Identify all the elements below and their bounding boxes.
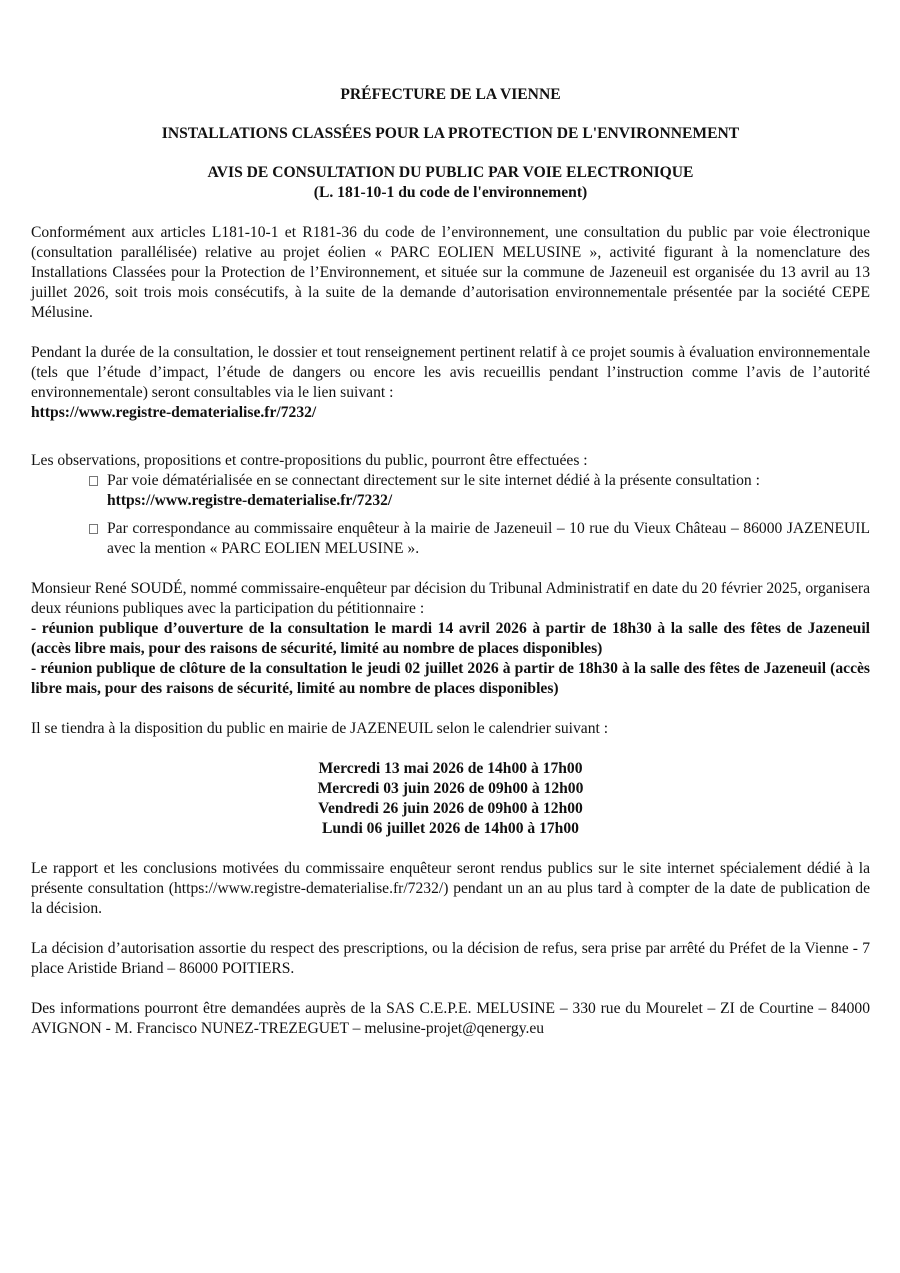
opening-meeting: - réunion publique d’ouverture de la consultation le mardi 14 avril 2026 à partir de 18h30 à la salle des fêtes de Jazeneuil (accès libre mais, pour des raisons de sécurité, limité au nombre de places disponibles) xyxy=(31,620,870,657)
report-paragraph: Le rapport et les conclusions motivées du commissaire enquêteur seront rendus publics sur le site internet spécialement dédié à la présente consultation (https://www.registre-dematerialise.fr/7232/) pendant un an au plus tard à compter de la date de publication de la décision. xyxy=(31,860,870,917)
availability-paragraph: Il se tiendra à la disposition du public en mairie de JAZENEUIL selon le calendrier suivant : xyxy=(31,720,609,737)
notice-document xyxy=(31,85,870,1039)
registry-link[interactable]: https://www.registre-dematerialise.fr/7232/ xyxy=(107,492,393,509)
dossier-paragraph: Pendant la durée de la consultation, le dossier et tout renseignement pertinent relatif à ce projet soumis à évaluation environnementale (tels que l’étude d’impact, l’étude de dangers ou encore les avis recueillis pendant l’instruction comme l’avis de l’autorité environnementale) seront consultables via le lien suivant : xyxy=(31,344,870,401)
commissioner-paragraph: Monsieur René SOUDÉ, nommé commissaire-enquêteur par décision du Tribunal Administratif en date du 20 février 2025, organisera deux réunions publiques avec la participation du pétitionnaire : xyxy=(31,580,870,617)
prefecture-heading: PRÉFECTURE DE LA VIENNE xyxy=(340,86,561,103)
intro-paragraph: Conformément aux articles L181-10-1 et R181-36 du code de l’environnement, une consultation du public par voie électronique (consultation parallélisée) relative au projet éolien « PARC EOLIEN MELUSINE », activité figurant à la nomenclature des Installations Classées pour la Protection de l’Environnement, et située sur la commune de Jazeneuil est organisée du 13 avril au 13 juillet 2026, soit trois mois consécutifs, à la suite de la demande d’autorisation environnementale présentée par la société CEPE Mélusine. xyxy=(31,224,870,321)
checkbox-bullet-icon xyxy=(89,524,98,534)
observation-methods-list xyxy=(31,471,870,559)
closing-meeting: - réunion publique de clôture de la consultation le jeudi 02 juillet 2026 à partir de 18h30 à la salle des fêtes de Jazeneuil (accès libre mais, pour des raisons de sécurité, limité au nombre de places disponibles) xyxy=(31,660,870,697)
checkbox-bullet-icon xyxy=(89,476,98,486)
schedule-list xyxy=(31,759,870,839)
schedule-item: Lundi 06 juillet 2026 de 14h00 à 17h00 xyxy=(322,820,579,837)
contact-paragraph: Des informations pourront être demandées auprès de la SAS C.E.P.E. MELUSINE – 330 rue du Mourelet – ZI de Courtine – 84000 AVIGNON - M. Francisco NUNEZ-TREZEGUET – melusine-projet@qenergy.eu xyxy=(31,1000,870,1037)
schedule-item: Mercredi 13 mai 2026 de 14h00 à 17h00 xyxy=(318,760,583,777)
list-item: Par voie dématérialisée en se connectant directement sur le site internet dédié à la présente consultation : https://www.registre-dematerialise.fr/7232/ xyxy=(89,471,870,511)
schedule-item: Mercredi 03 juin 2026 de 09h00 à 12h00 xyxy=(317,780,584,797)
registry-link[interactable]: https://www.registre-dematerialise.fr/7232/ xyxy=(31,404,317,421)
notice-title: AVIS DE CONSULTATION DU PUBLIC PAR VOIE ELECTRONIQUE xyxy=(207,164,694,181)
notice-subtitle: (L. 181-10-1 du code de l'environnement) xyxy=(313,184,588,201)
list-item: Par correspondance au commissaire enquêteur à la mairie de Jazeneuil – 10 rue du Vieux Château – 86000 JAZENEUIL avec la mention « PARC EOLIEN MELUSINE ». xyxy=(89,519,870,559)
observations-paragraph: Les observations, propositions et contre-propositions du public, pourront être effectuées : xyxy=(31,452,588,469)
decision-paragraph: La décision d’autorisation assortie du respect des prescriptions, ou la décision de refus, sera prise par arrêté du Préfet de la Vienne - 7 place Aristide Briand – 86000 POITIERS. xyxy=(31,940,870,977)
category-heading: INSTALLATIONS CLASSÉES POUR LA PROTECTION DE L'ENVIRONNEMENT xyxy=(161,125,740,142)
schedule-item: Vendredi 26 juin 2026 de 09h00 à 12h00 xyxy=(318,800,583,817)
